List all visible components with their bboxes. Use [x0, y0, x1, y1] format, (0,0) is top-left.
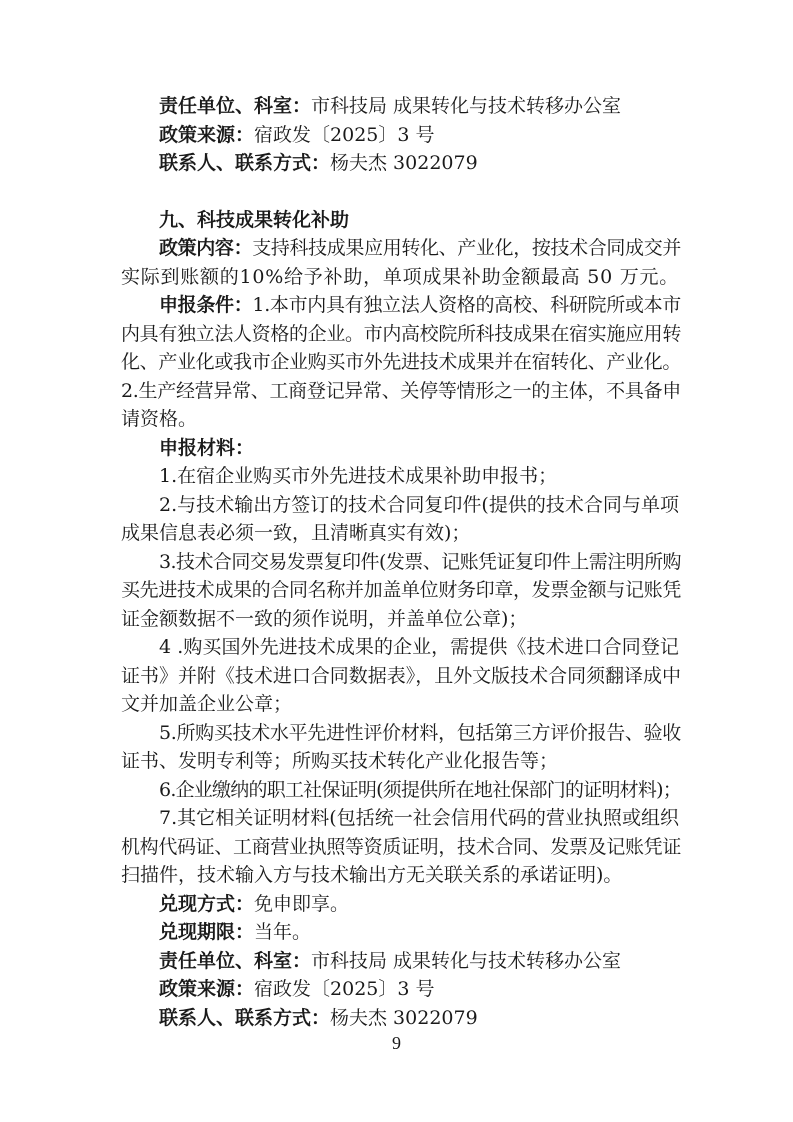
- material-item-continuation: 机构代码证、工商营业执照等资质证明，技术合同、发票及记账凭证: [121, 835, 681, 858]
- policy-source-line: [121, 975, 681, 1004]
- material-item-continuation: 买先进技术成果的合同名称并加盖单位财务印章，发票金额与记账凭: [121, 579, 681, 601]
- policy-source-line: [121, 121, 681, 150]
- conditions-line: 化、产业化或我市企业购买市外先进技术成果并在宿转化、产业化。: [121, 351, 681, 373]
- redeem-method-value: 免申即享。: [254, 892, 350, 915]
- policy-content-line: [121, 234, 681, 263]
- contact-label: 联系人、联系方式：: [159, 152, 331, 174]
- conditions-line: 2.生产经营异常、工商登记异常、关停等情形之一的主体，不具备申: [121, 379, 681, 402]
- material-item: 2.与技术输出方签订的技术合同复印件(提供的技术合同与单项: [159, 493, 679, 516]
- section-gap: [121, 178, 681, 206]
- material-item: 1.在宿企业购买市外先进技术成果补助申报书；: [159, 465, 558, 487]
- policy-source-label: 政策来源：: [159, 978, 255, 1000]
- conditions-line: 请资格。: [121, 408, 198, 430]
- responsible-unit-value: 市科技局 成果转化与技术转移办公室: [311, 95, 622, 117]
- page-content: [121, 92, 681, 1032]
- material-item-continuation: 文并加盖企业公章；: [121, 693, 293, 715]
- section-heading: 九、科技成果转化补助: [159, 208, 350, 231]
- contact-line: [121, 149, 681, 178]
- materials-list: [121, 462, 681, 890]
- material-item-continuation: 证书、发明专利等；所购买技术转化产业化报告等；: [121, 750, 559, 772]
- material-item-continuation: 成果信息表必须一致，且清晰真实有效)；: [121, 522, 471, 544]
- responsible-unit-line: [121, 92, 681, 121]
- conditions-text: 1.本市内具有独立法人资格的高校、科研院所或本市: [252, 294, 681, 316]
- contact-label: 联系人、联系方式：: [159, 1006, 331, 1029]
- page-number: 9: [392, 1033, 401, 1053]
- materials-label: 申报材料：: [159, 436, 255, 459]
- responsible-unit-label: 责任单位、科室：: [159, 949, 312, 972]
- responsible-unit-value: 市科技局 成果转化与技术转移办公室: [311, 949, 622, 972]
- redeem-period-value: 当年。: [254, 921, 312, 943]
- material-item-continuation: 证金额数据不一致的须作说明，并盖单位公章)；: [121, 607, 528, 630]
- policy-source-label: 政策来源：: [159, 123, 255, 146]
- responsible-unit-line: [121, 947, 681, 976]
- contact-value: 杨夫杰 3022079: [330, 1006, 478, 1029]
- material-item: 7.其它相关证明材料(包括统一社会信用代码的营业执照或组织: [159, 807, 679, 829]
- material-item-continuation: 证书》并附《技术进口合同数据表》，且外文版技术合同须翻译成中: [121, 664, 681, 687]
- conditions-label: 申报条件：: [159, 294, 253, 316]
- conditions-line: [121, 291, 681, 320]
- conditions-line: 内具有独立法人资格的企业。市内高校院所科技成果在宿实施应用转: [121, 322, 681, 345]
- redeem-method-label: 兑现方式：: [159, 892, 255, 915]
- material-item: 3.技术合同交易发票复印件(发票、记账凭证复印件上需注明所购: [159, 550, 681, 573]
- redeem-period-label: 兑现期限：: [159, 921, 255, 943]
- material-item: 6.企业缴纳的职工社保证明(须提供所在地社保部门的证明材料)；: [159, 778, 681, 801]
- redeem-method-line: [121, 890, 681, 919]
- contact-line: [121, 1004, 681, 1033]
- contact-value: 杨夫杰 3022079: [330, 152, 478, 174]
- policy-content-label: 政策内容：: [159, 237, 253, 259]
- policy-source-value: 宿政发〔2025〕3 号: [254, 978, 435, 1000]
- redeem-period-line: [121, 918, 681, 947]
- material-item: 4 .购买国外先进技术成果的企业，需提供《技术进口合同登记: [159, 636, 679, 658]
- policy-source-value: 宿政发〔2025〕3 号: [254, 123, 435, 146]
- material-item: 5.所购买技术水平先进性评价材料，包括第三方评价报告、验收: [159, 721, 681, 744]
- material-item-continuation: 扫描件，技术输入方与技术输出方无关联关系的承诺证明)。: [121, 864, 623, 886]
- policy-content-text: 支持科技成果应用转化、产业化，按技术合同成交并: [252, 237, 681, 259]
- policy-content-line: 实际到账额的10%给予补助，单项成果补助金额最高 50 万元。: [121, 265, 679, 288]
- responsible-unit-label: 责任单位、科室：: [159, 95, 312, 117]
